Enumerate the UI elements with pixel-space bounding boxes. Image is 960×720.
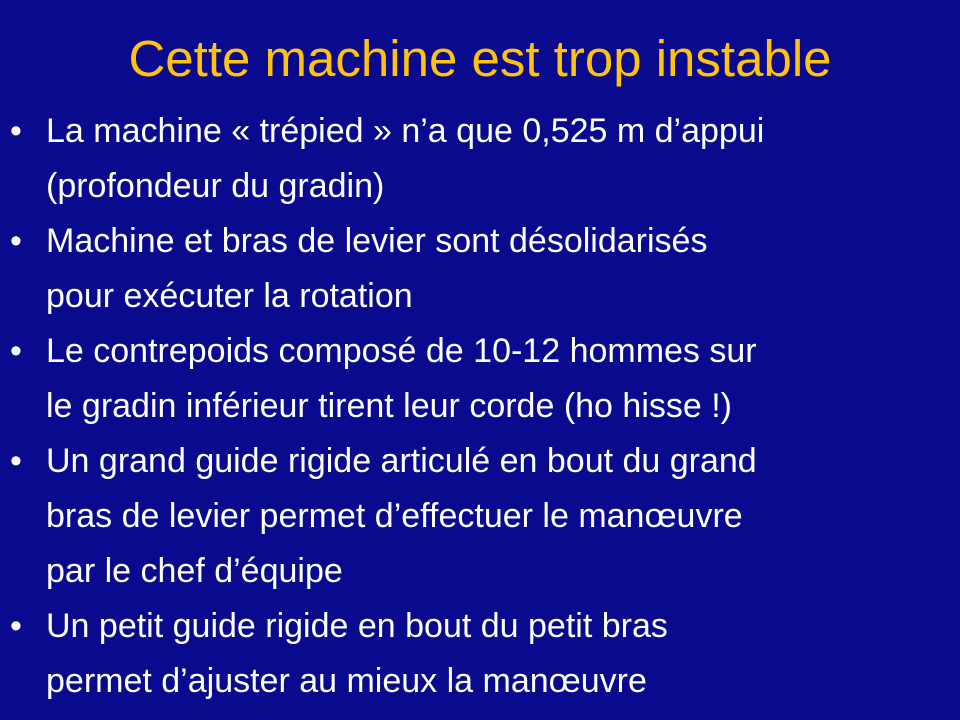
bullet-text (46, 214, 950, 324)
bullet-text (46, 434, 950, 599)
bullet-line: permet d’ajuster au mieux la manœuvre (46, 662, 647, 700)
bullet-line: le gradin inférieur tirent leur corde (ho hisse !) (46, 387, 732, 425)
bullet-item (0, 599, 960, 709)
bullet-text (46, 324, 950, 434)
bullet-icon: • (10, 222, 22, 260)
bullet-line: (profondeur du gradin) (46, 167, 385, 205)
bullet-item (0, 214, 960, 324)
slide-title: Cette machine est trop instable (128, 30, 832, 87)
bullet-line: par le chef d’équipe (46, 552, 343, 590)
bullet-item (0, 434, 960, 599)
bullet-item (0, 324, 960, 434)
bullet-icon: • (10, 332, 22, 370)
bullet-line: La machine « trépied » n’a que 0,525 m d’appui (46, 112, 765, 150)
bullet-icon: • (10, 607, 22, 645)
bullet-text (46, 599, 950, 709)
bullet-line: Un petit guide rigide en bout du petit bras (46, 607, 668, 645)
bullet-line: pour exécuter la rotation (46, 277, 413, 315)
bullet-item (0, 104, 960, 214)
bullet-list (0, 104, 960, 709)
bullet-line: Le contrepoids composé de 10-12 hommes sur (46, 332, 757, 370)
bullet-icon: • (10, 442, 22, 480)
bullet-icon: • (10, 112, 22, 150)
bullet-line: Machine et bras de levier sont désolidarisés (46, 222, 708, 260)
bullet-text (46, 104, 950, 214)
bullet-line: bras de levier permet d’effectuer le manœuvre (46, 497, 743, 535)
bullet-line: Un grand guide rigide articulé en bout du grand (46, 442, 757, 480)
